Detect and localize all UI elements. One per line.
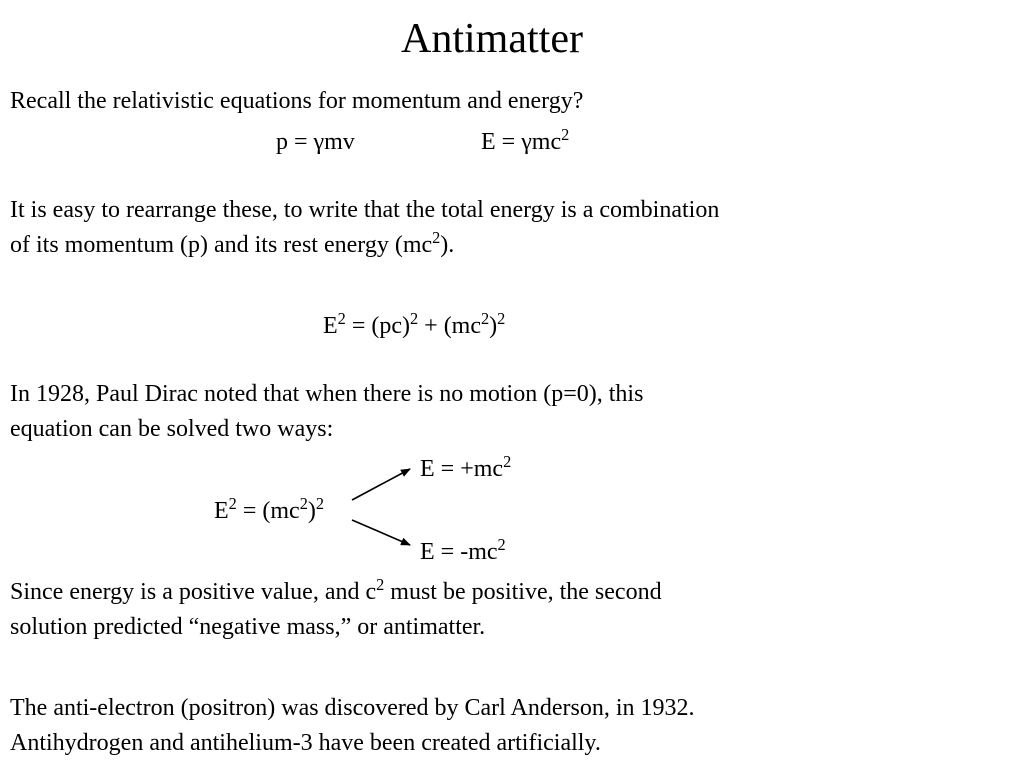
rearrange-line-2-exponent: 2	[432, 228, 441, 248]
intro-text: Recall the relativistic equations for momentum and energy?	[10, 88, 584, 114]
eq-full-mc-exponent: 2	[481, 309, 490, 329]
energy-equation-exponent: 2	[561, 125, 570, 145]
arrow-to-negative-solution	[352, 520, 410, 545]
antimatter-line-1-end: must be positive, the second	[384, 579, 662, 605]
positron-paragraph-line-1: The anti-electron (positron) was discovered by Carl Anderson, in 1932.	[10, 695, 695, 721]
rearrange-line-2-text: of its momentum (p) and its rest energy (mc	[10, 232, 433, 258]
eq-full-close-exponent: 2	[497, 309, 506, 329]
negative-solution-base: E = -mc	[420, 539, 498, 565]
eq-full-close: )	[489, 313, 498, 339]
antimatter-paragraph-line-2: solution predicted “negative mass,” or antimatter.	[10, 614, 486, 640]
positron-paragraph-line-2: Antihydrogen and antihelium-3 have been created artificially.	[10, 730, 601, 756]
eq-full-pc: = (pc)	[345, 313, 410, 339]
arrow-to-positive-solution	[352, 469, 410, 500]
eq-full-e: E	[323, 313, 338, 339]
rearrange-line-2-end: ).	[440, 232, 455, 258]
positive-solution-exponent: 2	[503, 452, 512, 472]
momentum-equation: p = γmv	[276, 129, 355, 155]
energy-equation-base: E = γmc	[481, 129, 562, 155]
negative-solution-exponent: 2	[497, 535, 506, 555]
eq-rest-e-exponent: 2	[228, 494, 237, 514]
slide-title: Antimatter	[401, 16, 583, 62]
eq-full-pc-exponent: 2	[410, 309, 419, 329]
eq-rest-mc-exponent: 2	[299, 494, 308, 514]
eq-rest-close: )	[307, 498, 316, 524]
eq-rest-e: E	[214, 498, 229, 524]
antimatter-line-1-text: Since energy is a positive value, and c	[10, 579, 377, 605]
eq-rest-mc: = (mc	[236, 498, 300, 524]
antimatter-line-1-exponent: 2	[376, 575, 385, 595]
eq-full-mc: + (mc	[418, 313, 482, 339]
rearrange-paragraph-line-1: It is easy to rearrange these, to write that the total energy is a combination	[10, 197, 720, 223]
dirac-paragraph-line-2: equation can be solved two ways:	[10, 416, 334, 442]
eq-rest-close-exponent: 2	[315, 494, 324, 514]
dirac-paragraph-line-1: In 1928, Paul Dirac noted that when there is no motion (p=0), this	[10, 381, 644, 407]
positive-solution-base: E = +mc	[420, 456, 504, 482]
eq-full-e-exponent: 2	[337, 309, 346, 329]
antimatter-paragraph-line-1	[10, 575, 662, 609]
